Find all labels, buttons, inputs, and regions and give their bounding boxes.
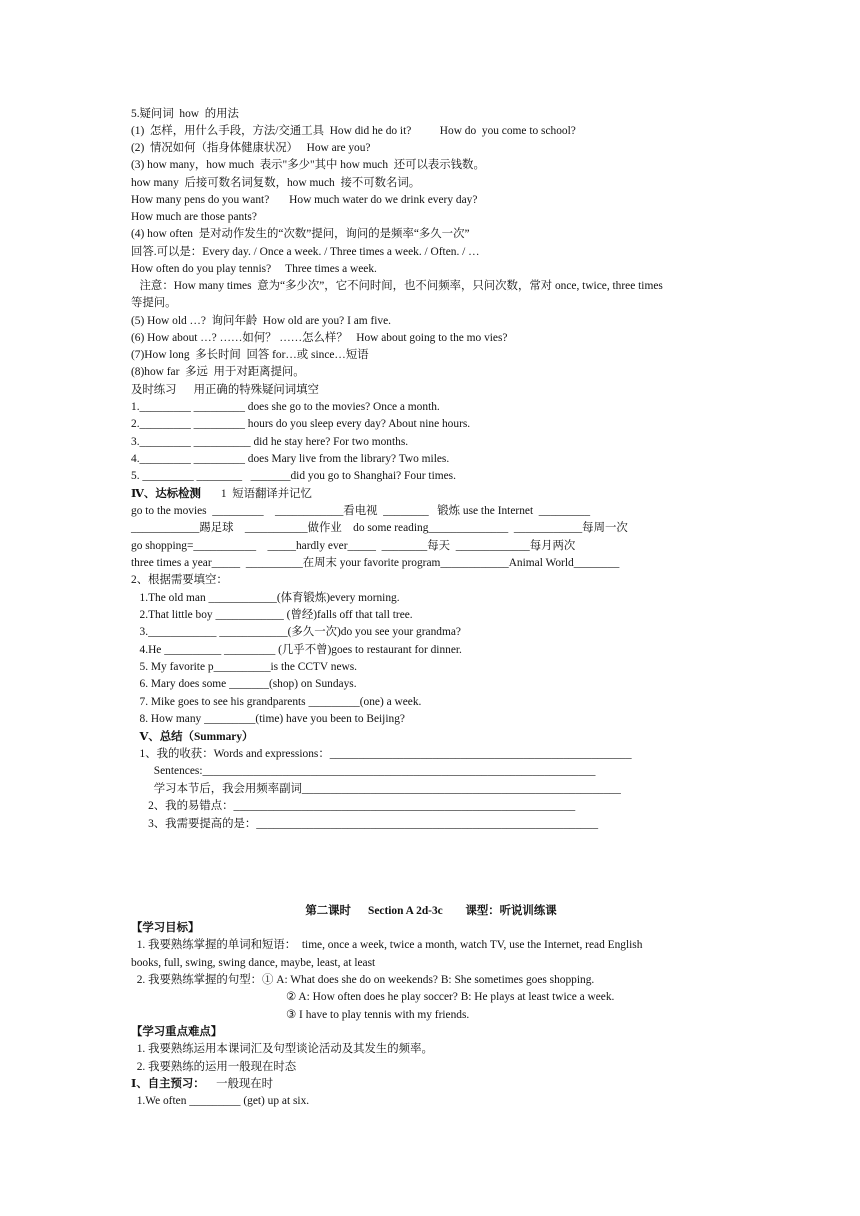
exercise-line: 4.He __________ _________ (几乎不曾)goes to restaurant for dinner. bbox=[131, 644, 462, 656]
text-line: (2) 情况如何（指身体健康状况） How are you? bbox=[131, 142, 371, 154]
summary-line: 3、我需要提高的是：____________________________________________________________ bbox=[131, 818, 599, 830]
text-line: (3) how many，how much 表示"多少"其中 how much 还可以表示钱数。 bbox=[131, 159, 485, 171]
summary-line: 2、我的易错点：____________________________________________________________ bbox=[131, 800, 576, 812]
text-line: (6) How about …? ……如何？ ……怎么样？ How about going to the mo vies? bbox=[131, 332, 508, 344]
summary-heading: Ⅴ、总结（Summary） bbox=[131, 731, 254, 743]
goals-line: 1. 我要熟练掌握的单词和短语： time, once a week, twice a month, watch TV, use the Internet, read English bbox=[131, 939, 643, 951]
exercise-line: 6. Mary does some _______(shop) on Sundays. bbox=[131, 678, 357, 690]
exercise-line: 4._________ _________ does Mary live from the library? Two miles. bbox=[131, 453, 450, 465]
preview-heading-rest: 一般现在时 bbox=[204, 1078, 274, 1090]
text-line: (1) 怎样，用什么手段，方法/交通工具 How did he do it? How do you come to school? bbox=[131, 125, 576, 137]
text-line: 等提问。 bbox=[131, 297, 177, 309]
exercise-line: 7. Mike goes to see his grandparents _________(one) a week. bbox=[131, 696, 422, 708]
summary-line: 1、我的收获：Words and expressions：_____________________________________________________ bbox=[131, 748, 632, 760]
goals-line: 2. 我要熟练掌握的句型：① A: What does she do on weekends? B: She sometimes goes shopping. bbox=[131, 974, 595, 986]
exercise-line: 2.That little boy ____________ (曾经)falls off that tall tree. bbox=[131, 609, 413, 621]
text-line: 2、根据需要填空： bbox=[131, 574, 228, 586]
phrase-line: go shopping=___________ _____hardly ever_____ ________每天 _____________每月两次 bbox=[131, 540, 576, 552]
key-line: 1. 我要熟练运用本课词汇及句型谈论活动及其发生的频率。 bbox=[131, 1043, 433, 1055]
exercise-line: 3.____________ ____________(多久一次)do you see your grandma? bbox=[131, 626, 461, 638]
key-line: 2. 我要熟练的运用一般现在时态 bbox=[131, 1061, 297, 1073]
text-line: (4) how often 是对动作发生的“次数”提问，询问的是频率“多久一次” bbox=[131, 228, 470, 240]
phrase-line: go to the movies _________ ____________看电视 ________ 锻炼 use the Internet _________ bbox=[131, 505, 591, 517]
text-line: 5.疑问词 how 的用法 bbox=[131, 108, 239, 120]
text-line: 回答.可以是：Every day. / Once a week. / Three times a week. / Often. / … bbox=[131, 246, 480, 258]
goals-line: books, full, swing, swing dance, maybe, least, at least bbox=[131, 957, 376, 969]
key-heading: 【学习重点难点】 bbox=[131, 1026, 223, 1038]
text-line: how many 后接可数名词复数，how much 接不可数名词。 bbox=[131, 177, 421, 189]
exercise-line: 1.The old man ____________(体育锻炼)every morning. bbox=[131, 592, 400, 604]
phrase-line: ____________踢足球 ___________做作业 do some reading______________ ____________每周一次 bbox=[131, 522, 628, 534]
text-line: (7)How long 多长时间 回答 for…或 since…短语 bbox=[131, 349, 369, 361]
summary-line: 学习本节后，我会用频率副词________________________________________________________ bbox=[131, 783, 621, 795]
text-line: How often do you play tennis? Three times a week. bbox=[131, 263, 377, 275]
text-line: How much are those pants? bbox=[131, 211, 257, 223]
text-line: How many pens do you want? How much water do we drink every day? bbox=[131, 194, 478, 206]
section-heading bbox=[131, 486, 312, 502]
exercise-line: 1._________ _________ does she go to the movies? Once a month. bbox=[131, 401, 440, 413]
goals-subline: ② A: How often does he play soccer? B: He plays at least twice a week. bbox=[286, 991, 615, 1003]
lesson-title: 第二课时 Section A 2d-3c 课型：听说训练课 bbox=[305, 905, 557, 917]
goals-subline: ③ I have to play tennis with my friends. bbox=[286, 1009, 470, 1021]
summary-line: Sentences:_____________________________________________________________________ bbox=[131, 765, 596, 777]
exercise-line: 1.We often _________ (get) up at six. bbox=[131, 1095, 310, 1107]
exercise-line: 3._________ __________ did he stay here? For two months. bbox=[131, 436, 409, 448]
text-line: (8)how far 多远 用于对距离提问。 bbox=[131, 366, 305, 378]
exercise-line: 5. _________ ________ _______did you go to Shanghai? Four times. bbox=[131, 470, 456, 482]
text-line: 注意：How many times 意为“多少次”，它不问时间，也不问频率，只问次数，常对 once, twice, three times bbox=[131, 280, 663, 292]
preview-heading-bold: Ⅰ、自主预习： bbox=[131, 1078, 205, 1090]
heading-bold: Ⅳ、达标检测 bbox=[131, 488, 201, 500]
text-line: (5) How old …? 询问年龄 How old are you? I am five. bbox=[131, 315, 392, 327]
phrase-line: three times a year_____ __________在周末 your favorite program____________Animal World________ bbox=[131, 557, 620, 569]
goals-heading: 【学习目标】 bbox=[131, 922, 200, 934]
heading-rest: 1 短语翻译并记忆 bbox=[200, 488, 312, 500]
exercise-line: 5. My favorite p__________is the CCTV news. bbox=[131, 661, 358, 673]
preview-heading bbox=[131, 1076, 273, 1092]
exercise-line: 2._________ _________ hours do you sleep every day? About nine hours. bbox=[131, 418, 471, 430]
exercise-line: 8. How many _________(time) have you been to Beijing? bbox=[131, 713, 405, 725]
text-line: 及时练习 用正确的特殊疑问词填空 bbox=[131, 384, 319, 396]
